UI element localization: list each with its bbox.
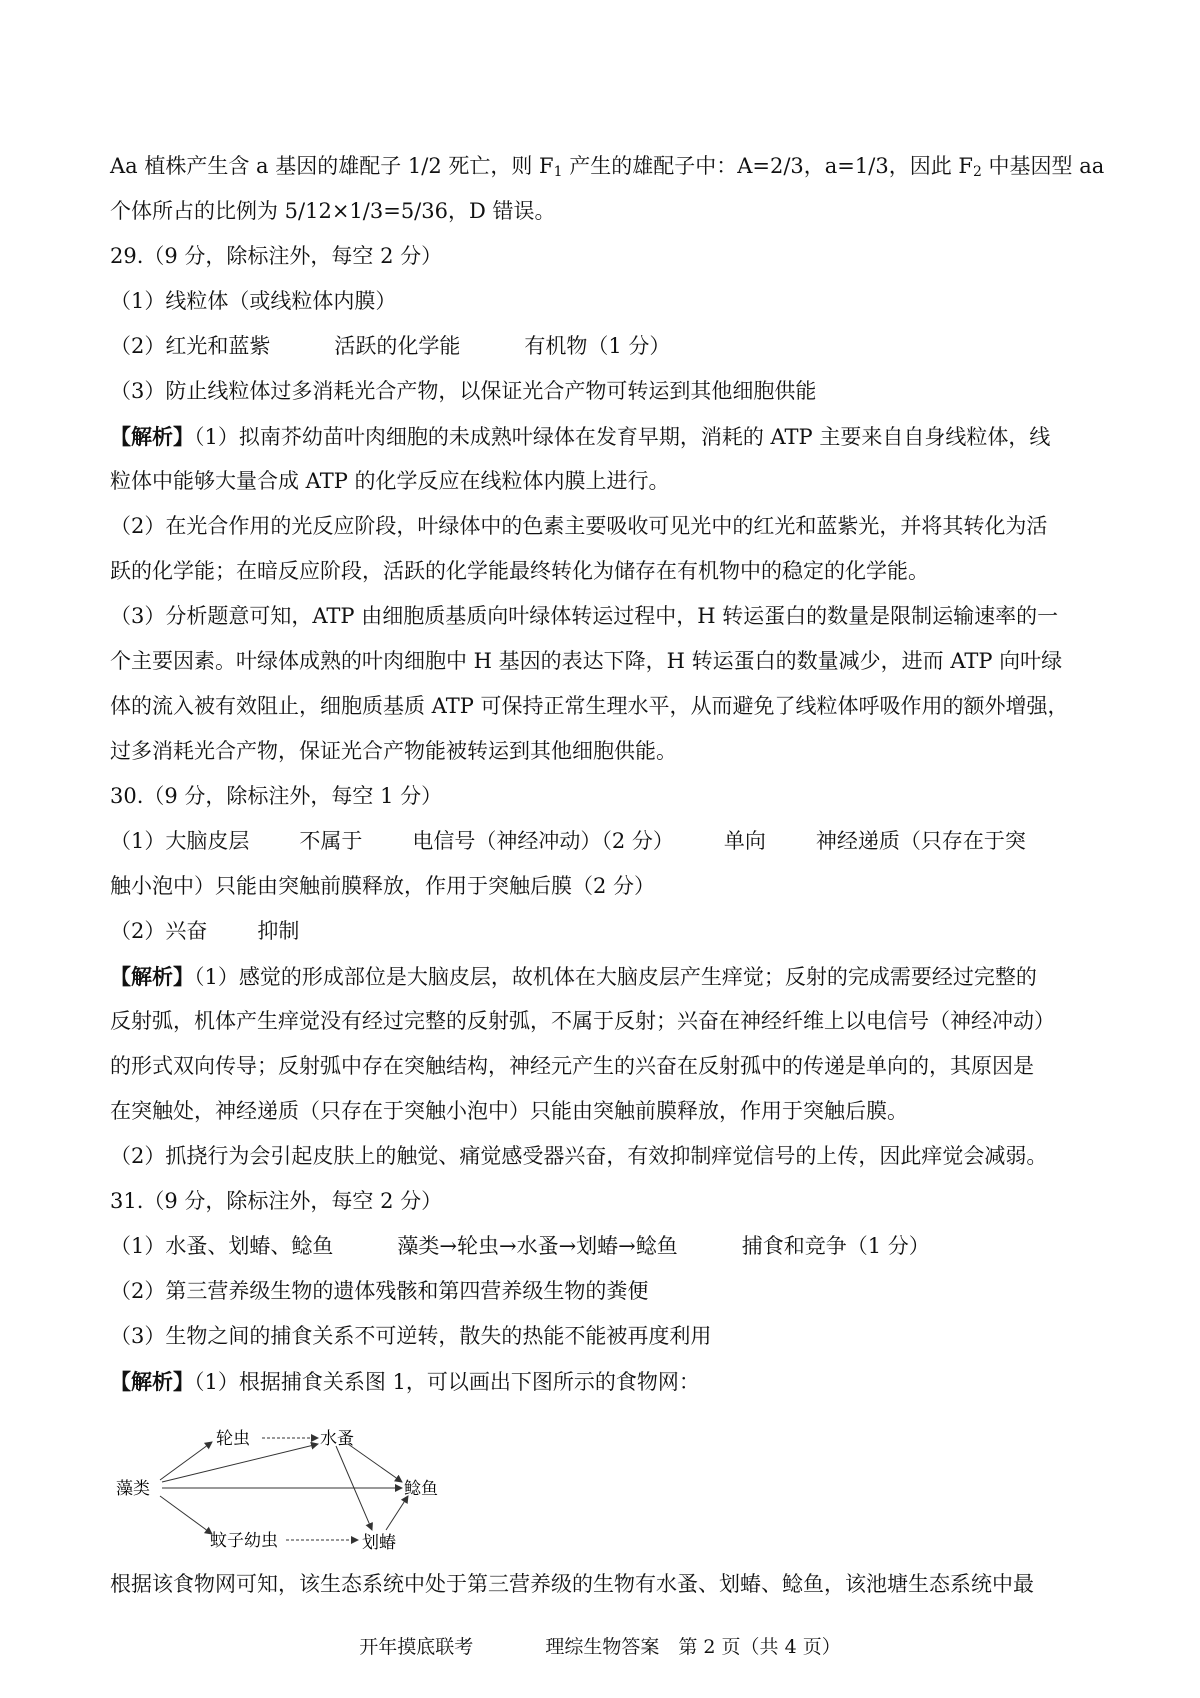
answer-line: （1）线粒体（或线粒体内膜） — [110, 289, 397, 313]
analysis-line: 粒体中能够大量合成 ATP 的化学反应在线粒体内膜上进行。 — [110, 469, 670, 493]
text-line: Aa 植株产生含 a 基因的雄配子 1/2 死亡，则 $F_1$ 产生的雄配子中：A=2/3，a=1/3，因此 $F_2$ 中基因型 aa — [110, 154, 1105, 180]
arrow-algae-daphnia — [162, 1444, 318, 1482]
analysis-tag: 【解析】 — [110, 424, 194, 449]
analysis-line: （2）在光合作用的光反应阶段，叶绿体中的色素主要吸收可见光中的红光和蓝紫光，并将其转化为活 — [110, 514, 1048, 538]
analysis-line: 跃的化学能；在暗反应阶段，活跃的化学能最终转化为储存在有机物中的稳定的化学能。 — [110, 559, 929, 583]
analysis-line: 【解析】（1）感觉的形成部位是大脑皮层，故机体在大脑皮层产生痒觉；反射的完成需要经过完整的 — [110, 964, 1037, 989]
footer-exam-name: 开年摸底联考 — [359, 1636, 474, 1658]
page-footer — [0, 1632, 1200, 1662]
analysis-tag: 【解析】 — [110, 964, 194, 989]
arrow-algae-rotifer — [160, 1442, 212, 1480]
food-web-diagram — [110, 1412, 1100, 1562]
document-body — [110, 144, 1105, 1607]
node-algae: 藻类 — [116, 1479, 150, 1499]
answer-line: （1）水蚤、划蝽、鲶鱼 藻类→轮虫→水蚤→划蝽→鲶鱼 捕食和竞争（1 分） — [110, 1234, 930, 1258]
question-29-header: 29.（9 分，除标注外，每空 2 分） — [110, 244, 443, 268]
analysis-line: 在突触处，神经递质（只存在于突触小泡中）只能由突触前膜释放，作用于突触后膜。 — [110, 1099, 908, 1123]
analysis-line: （3）分析题意可知，ATP 由细胞质基质向叶绿体转运过程中，H 转运蛋白的数量是限制运输速率的一 — [110, 604, 1059, 628]
analysis-line: 反射弧，机体产生痒觉没有经过完整的反射弧，不属于反射；兴奋在神经纤维上以电信号（神经冲动） — [110, 1009, 1055, 1033]
answer-line: 触小泡中）只能由突触前膜释放，作用于突触后膜（2 分） — [110, 874, 656, 898]
analysis-line: 【解析】（1）拟南芥幼苗叶肉细胞的未成熟叶绿体在发育早期，消耗的 ATP 主要来自自身线粒体，线 — [110, 424, 1051, 449]
node-corixid: 划蝽 — [362, 1533, 396, 1553]
analysis-line: 过多消耗光合产物，保证光合产物能被转运到其他细胞供能。 — [110, 739, 677, 763]
analysis-line: 体的流入被有效阻止，细胞质基质 ATP 可保持正常生理水平，从而避免了线粒体呼吸作用的额外增强， — [110, 694, 1069, 718]
node-rotifer: 轮虫 — [216, 1429, 250, 1449]
question-31-header: 31.（9 分，除标注外，每空 2 分） — [110, 1189, 443, 1213]
answer-line: （2）兴奋 抑制 — [110, 919, 300, 943]
analysis-tag: 【解析】 — [110, 1369, 194, 1394]
arrow-daphnia-catfish — [348, 1444, 402, 1482]
food-web-svg — [110, 1412, 450, 1562]
answer-line: （3）生物之间的捕食关系不可逆转，散失的热能不能被再度利用 — [110, 1324, 712, 1348]
answer-line: （3）防止线粒体过多消耗光合产物，以保证光合产物可转运到其他细胞供能 — [110, 379, 817, 403]
text-line: 个体所占的比例为 5/12×1/3=5/36，D 错误。 — [110, 199, 556, 223]
analysis-line: 个主要因素。叶绿体成熟的叶肉细胞中 H 基因的表达下降，H 转运蛋白的数量减少，进而 ATP 向叶绿 — [110, 649, 1063, 673]
node-daphnia: 水蚤 — [320, 1429, 354, 1449]
analysis-line: 【解析】（1）根据捕食关系图 1，可以画出下图所示的食物网： — [110, 1369, 700, 1394]
answer-line: （1）大脑皮层 不属于 电信号（神经冲动）（2 分） 单向 神经递质（只存在于突 — [110, 829, 1026, 853]
footer-page-info: 理综生物答案 第 2 页（共 4 页） — [545, 1636, 841, 1658]
analysis-line: （2）抓挠行为会引起皮肤上的触觉、痛觉感受器兴奋，有效抑制痒觉信号的上传，因此痒觉会减弱。 — [110, 1144, 1048, 1168]
node-catfish: 鲶鱼 — [404, 1479, 438, 1499]
answer-line: （2）红光和蓝紫 活跃的化学能 有机物（1 分） — [110, 334, 671, 358]
arrow-algae-larva — [160, 1496, 212, 1534]
analysis-line: 的形式双向传导；反射弧中存在突触结构，神经元产生的兴奋在反射孤中的传递是单向的，其原因是 — [110, 1054, 1034, 1078]
arrow-corixid-catfish — [386, 1496, 408, 1530]
analysis-line: 根据该食物网可知，该生态系统中处于第三营养级的生物有水蚤、划蝽、鲶鱼，该池塘生态系统中最 — [110, 1572, 1034, 1596]
question-30-header: 30.（9 分，除标注外，每空 1 分） — [110, 784, 443, 808]
node-larva: 蚊子幼虫 — [210, 1531, 278, 1551]
answer-line: （2）第三营养级生物的遗体残骸和第四营养级生物的粪便 — [110, 1279, 649, 1303]
